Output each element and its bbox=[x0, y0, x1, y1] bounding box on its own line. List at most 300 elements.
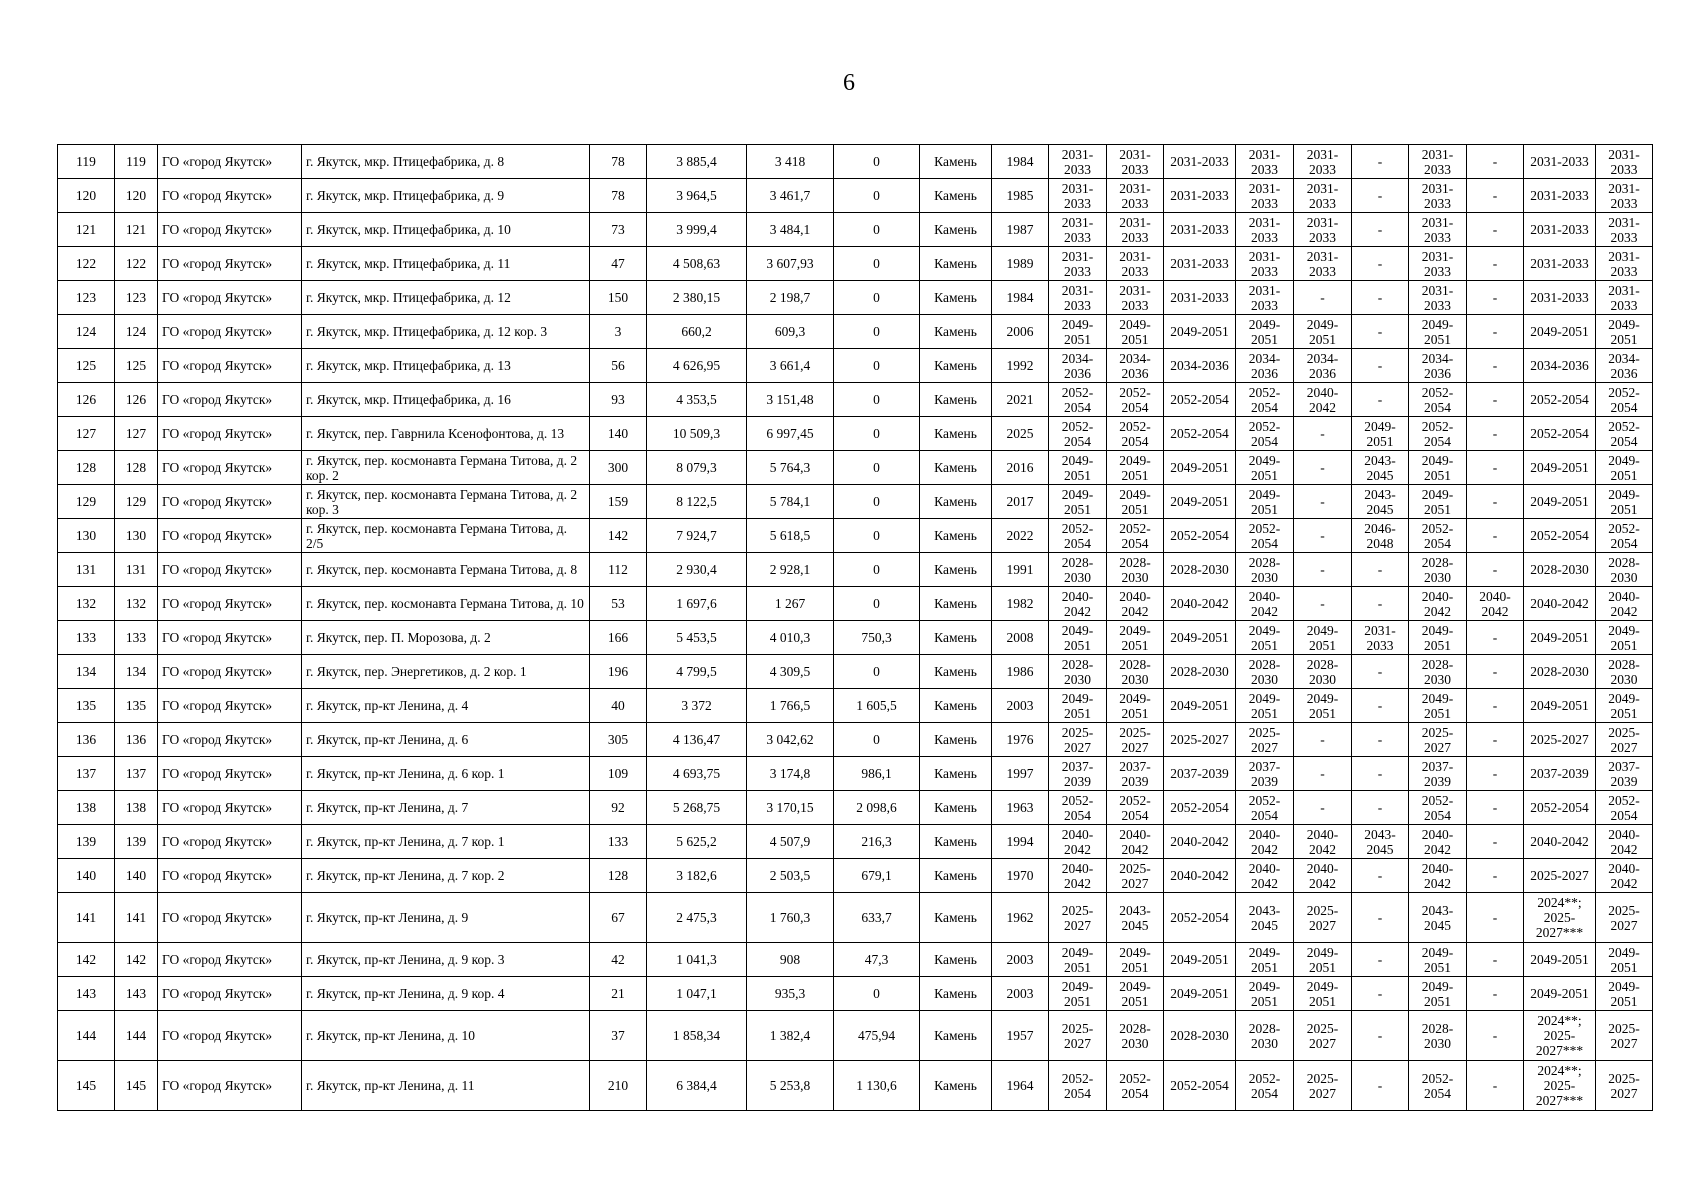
period-cell-6: 2031-2033 bbox=[1352, 621, 1409, 655]
nonresidential-area-cell: 750,3 bbox=[834, 621, 920, 655]
total-area-cell: 4 693,75 bbox=[647, 757, 747, 791]
period-cell-10: 2031-2033 bbox=[1596, 247, 1653, 281]
build-year-cell: 1970 bbox=[992, 859, 1049, 893]
nonresidential-area-cell: 0 bbox=[834, 485, 920, 519]
period-cell-1: 2049-2051 bbox=[1049, 977, 1107, 1011]
period-cell-4: 2049-2051 bbox=[1236, 621, 1294, 655]
row-number-cell: 140 bbox=[58, 859, 115, 893]
period-cell-9: 2025-2027 bbox=[1524, 859, 1596, 893]
address-cell: г. Якутск, пр-кт Ленина, д. 4 bbox=[302, 689, 590, 723]
total-area-cell: 5 453,5 bbox=[647, 621, 747, 655]
period-cell-4: 2028-2030 bbox=[1236, 655, 1294, 689]
item-number-cell: 143 bbox=[115, 977, 158, 1011]
address-cell: г. Якутск, пр-кт Ленина, д. 9 кор. 4 bbox=[302, 977, 590, 1011]
nonresidential-area-cell: 633,7 bbox=[834, 893, 920, 943]
wall-material-cell: Камень bbox=[920, 791, 992, 825]
period-cell-1: 2052-2054 bbox=[1049, 519, 1107, 553]
period-cell-8: - bbox=[1467, 689, 1524, 723]
municipality-cell: ГО «город Якутск» bbox=[158, 485, 302, 519]
nonresidential-area-cell: 0 bbox=[834, 145, 920, 179]
period-cell-6: - bbox=[1352, 689, 1409, 723]
row-number-cell: 139 bbox=[58, 825, 115, 859]
municipality-cell: ГО «город Якутск» bbox=[158, 689, 302, 723]
period-cell-8: - bbox=[1467, 1061, 1524, 1111]
item-number-cell: 122 bbox=[115, 247, 158, 281]
wall-material-cell: Камень bbox=[920, 315, 992, 349]
period-cell-10: 2025-2027 bbox=[1596, 893, 1653, 943]
period-cell-10: 2031-2033 bbox=[1596, 179, 1653, 213]
residents-cell: 21 bbox=[590, 977, 647, 1011]
period-cell-8: - bbox=[1467, 825, 1524, 859]
period-cell-2: 2031-2033 bbox=[1107, 247, 1164, 281]
period-cell-3: 2049-2051 bbox=[1164, 315, 1236, 349]
table-body bbox=[58, 145, 1653, 1111]
residential-area-cell: 3 151,48 bbox=[747, 383, 834, 417]
period-cell-10: 2049-2051 bbox=[1596, 451, 1653, 485]
period-cell-6: - bbox=[1352, 791, 1409, 825]
item-number-cell: 142 bbox=[115, 943, 158, 977]
municipality-cell: ГО «город Якутск» bbox=[158, 519, 302, 553]
period-cell-5: 2049-2051 bbox=[1294, 689, 1352, 723]
total-area-cell: 4 626,95 bbox=[647, 349, 747, 383]
item-number-cell: 134 bbox=[115, 655, 158, 689]
total-area-cell: 2 930,4 bbox=[647, 553, 747, 587]
municipality-cell: ГО «город Якутск» bbox=[158, 655, 302, 689]
wall-material-cell: Камень bbox=[920, 213, 992, 247]
period-cell-4: 2031-2033 bbox=[1236, 179, 1294, 213]
period-cell-1: 2031-2033 bbox=[1049, 179, 1107, 213]
period-cell-7: 2031-2033 bbox=[1409, 247, 1467, 281]
period-cell-4: 2025-2027 bbox=[1236, 723, 1294, 757]
period-cell-8: - bbox=[1467, 485, 1524, 519]
item-number-cell: 126 bbox=[115, 383, 158, 417]
period-cell-10: 2040-2042 bbox=[1596, 587, 1653, 621]
period-cell-3: 2052-2054 bbox=[1164, 519, 1236, 553]
municipality-cell: ГО «город Якутск» bbox=[158, 977, 302, 1011]
residential-area-cell: 3 174,8 bbox=[747, 757, 834, 791]
wall-material-cell: Камень bbox=[920, 281, 992, 315]
nonresidential-area-cell: 0 bbox=[834, 723, 920, 757]
address-cell: г. Якутск, пер. космонавта Германа Титова, д. 2 кор. 3 bbox=[302, 485, 590, 519]
address-cell: г. Якутск, пер. космонавта Германа Титова, д. 10 bbox=[302, 587, 590, 621]
row-number-cell: 123 bbox=[58, 281, 115, 315]
municipality-cell: ГО «город Якутск» bbox=[158, 349, 302, 383]
nonresidential-area-cell: 0 bbox=[834, 383, 920, 417]
address-cell: г. Якутск, пер. Энергетиков, д. 2 кор. 1 bbox=[302, 655, 590, 689]
build-year-cell: 1984 bbox=[992, 281, 1049, 315]
period-cell-10: 2028-2030 bbox=[1596, 553, 1653, 587]
period-cell-1: 2034-2036 bbox=[1049, 349, 1107, 383]
residents-cell: 159 bbox=[590, 485, 647, 519]
period-cell-8: - bbox=[1467, 893, 1524, 943]
period-cell-4: 2031-2033 bbox=[1236, 145, 1294, 179]
wall-material-cell: Камень bbox=[920, 587, 992, 621]
total-area-cell: 3 999,4 bbox=[647, 213, 747, 247]
period-cell-3: 2028-2030 bbox=[1164, 1011, 1236, 1061]
period-cell-2: 2028-2030 bbox=[1107, 1011, 1164, 1061]
period-cell-5: - bbox=[1294, 757, 1352, 791]
row-number-cell: 138 bbox=[58, 791, 115, 825]
address-cell: г. Якутск, пр-кт Ленина, д. 11 bbox=[302, 1061, 590, 1111]
residential-area-cell: 609,3 bbox=[747, 315, 834, 349]
municipality-cell: ГО «город Якутск» bbox=[158, 281, 302, 315]
table-row bbox=[58, 145, 1653, 179]
period-cell-8: - bbox=[1467, 383, 1524, 417]
municipality-cell: ГО «город Якутск» bbox=[158, 1011, 302, 1061]
period-cell-6: - bbox=[1352, 553, 1409, 587]
table-row bbox=[58, 825, 1653, 859]
nonresidential-area-cell: 0 bbox=[834, 179, 920, 213]
municipality-cell: ГО «город Якутск» bbox=[158, 859, 302, 893]
period-cell-4: 2052-2054 bbox=[1236, 417, 1294, 451]
residents-cell: 93 bbox=[590, 383, 647, 417]
build-year-cell: 1992 bbox=[992, 349, 1049, 383]
table-row bbox=[58, 977, 1653, 1011]
period-cell-3: 2040-2042 bbox=[1164, 587, 1236, 621]
period-cell-7: 2031-2033 bbox=[1409, 281, 1467, 315]
period-cell-4: 2052-2054 bbox=[1236, 791, 1294, 825]
period-cell-4: 2049-2051 bbox=[1236, 451, 1294, 485]
period-cell-1: 2052-2054 bbox=[1049, 791, 1107, 825]
address-cell: г. Якутск, пр-кт Ленина, д. 10 bbox=[302, 1011, 590, 1061]
item-number-cell: 138 bbox=[115, 791, 158, 825]
build-year-cell: 1976 bbox=[992, 723, 1049, 757]
period-cell-4: 2031-2033 bbox=[1236, 247, 1294, 281]
residents-cell: 305 bbox=[590, 723, 647, 757]
row-number-cell: 130 bbox=[58, 519, 115, 553]
nonresidential-area-cell: 0 bbox=[834, 977, 920, 1011]
table-row bbox=[58, 451, 1653, 485]
period-cell-4: 2031-2033 bbox=[1236, 213, 1294, 247]
total-area-cell: 4 353,5 bbox=[647, 383, 747, 417]
period-cell-10: 2049-2051 bbox=[1596, 943, 1653, 977]
residential-area-cell: 908 bbox=[747, 943, 834, 977]
residential-area-cell: 5 618,5 bbox=[747, 519, 834, 553]
period-cell-6: - bbox=[1352, 349, 1409, 383]
period-cell-6: - bbox=[1352, 587, 1409, 621]
period-cell-2: 2049-2051 bbox=[1107, 689, 1164, 723]
period-cell-9: 2052-2054 bbox=[1524, 383, 1596, 417]
item-number-cell: 144 bbox=[115, 1011, 158, 1061]
residential-area-cell: 5 764,3 bbox=[747, 451, 834, 485]
period-cell-3: 2052-2054 bbox=[1164, 383, 1236, 417]
period-cell-7: 2031-2033 bbox=[1409, 213, 1467, 247]
period-cell-8: - bbox=[1467, 281, 1524, 315]
row-number-cell: 141 bbox=[58, 893, 115, 943]
period-cell-9: 2024**; 2025-2027*** bbox=[1524, 1011, 1596, 1061]
period-cell-2: 2040-2042 bbox=[1107, 587, 1164, 621]
build-year-cell: 2003 bbox=[992, 689, 1049, 723]
period-cell-2: 2052-2054 bbox=[1107, 791, 1164, 825]
period-cell-7: 2028-2030 bbox=[1409, 553, 1467, 587]
period-cell-2: 2049-2051 bbox=[1107, 315, 1164, 349]
period-cell-9: 2049-2051 bbox=[1524, 485, 1596, 519]
residential-area-cell: 935,3 bbox=[747, 977, 834, 1011]
period-cell-10: 2025-2027 bbox=[1596, 1061, 1653, 1111]
row-number-cell: 124 bbox=[58, 315, 115, 349]
build-year-cell: 1997 bbox=[992, 757, 1049, 791]
period-cell-6: - bbox=[1352, 893, 1409, 943]
period-cell-9: 2049-2051 bbox=[1524, 977, 1596, 1011]
period-cell-10: 2025-2027 bbox=[1596, 1011, 1653, 1061]
total-area-cell: 1 858,34 bbox=[647, 1011, 747, 1061]
period-cell-1: 2052-2054 bbox=[1049, 1061, 1107, 1111]
period-cell-5: 2025-2027 bbox=[1294, 1011, 1352, 1061]
period-cell-6: 2043-2045 bbox=[1352, 825, 1409, 859]
period-cell-8: - bbox=[1467, 791, 1524, 825]
address-cell: г. Якутск, мкр. Птицефабрика, д. 12 bbox=[302, 281, 590, 315]
wall-material-cell: Камень bbox=[920, 757, 992, 791]
period-cell-6: - bbox=[1352, 179, 1409, 213]
period-cell-8: - bbox=[1467, 213, 1524, 247]
table-row bbox=[58, 417, 1653, 451]
period-cell-6: - bbox=[1352, 977, 1409, 1011]
period-cell-2: 2031-2033 bbox=[1107, 145, 1164, 179]
period-cell-7: 2034-2036 bbox=[1409, 349, 1467, 383]
period-cell-10: 2040-2042 bbox=[1596, 825, 1653, 859]
row-number-cell: 132 bbox=[58, 587, 115, 621]
municipality-cell: ГО «город Якутск» bbox=[158, 621, 302, 655]
wall-material-cell: Камень bbox=[920, 553, 992, 587]
period-cell-8: - bbox=[1467, 757, 1524, 791]
period-cell-1: 2031-2033 bbox=[1049, 247, 1107, 281]
build-year-cell: 1984 bbox=[992, 145, 1049, 179]
period-cell-7: 2052-2054 bbox=[1409, 383, 1467, 417]
period-cell-4: 2028-2030 bbox=[1236, 553, 1294, 587]
residential-area-cell: 3 042,62 bbox=[747, 723, 834, 757]
municipality-cell: ГО «город Якутск» bbox=[158, 943, 302, 977]
period-cell-10: 2049-2051 bbox=[1596, 689, 1653, 723]
nonresidential-area-cell: 0 bbox=[834, 587, 920, 621]
municipality-cell: ГО «город Якутск» bbox=[158, 825, 302, 859]
residents-cell: 196 bbox=[590, 655, 647, 689]
period-cell-10: 2034-2036 bbox=[1596, 349, 1653, 383]
row-number-cell: 134 bbox=[58, 655, 115, 689]
period-cell-5: 2049-2051 bbox=[1294, 621, 1352, 655]
period-cell-7: 2040-2042 bbox=[1409, 859, 1467, 893]
municipality-cell: ГО «город Якутск» bbox=[158, 247, 302, 281]
period-cell-6: - bbox=[1352, 145, 1409, 179]
build-year-cell: 2003 bbox=[992, 943, 1049, 977]
address-cell: г. Якутск, пер. космонавта Германа Титова, д. 2 кор. 2 bbox=[302, 451, 590, 485]
wall-material-cell: Камень bbox=[920, 383, 992, 417]
residential-area-cell: 5 784,1 bbox=[747, 485, 834, 519]
period-cell-3: 2025-2027 bbox=[1164, 723, 1236, 757]
period-cell-8: - bbox=[1467, 1011, 1524, 1061]
period-cell-9: 2024**; 2025-2027*** bbox=[1524, 1061, 1596, 1111]
total-area-cell: 4 508,63 bbox=[647, 247, 747, 281]
period-cell-1: 2028-2030 bbox=[1049, 655, 1107, 689]
item-number-cell: 119 bbox=[115, 145, 158, 179]
period-cell-6: - bbox=[1352, 1061, 1409, 1111]
period-cell-4: 2049-2051 bbox=[1236, 977, 1294, 1011]
period-cell-1: 2049-2051 bbox=[1049, 689, 1107, 723]
residential-area-cell: 4 507,9 bbox=[747, 825, 834, 859]
build-year-cell: 1991 bbox=[992, 553, 1049, 587]
period-cell-2: 2025-2027 bbox=[1107, 859, 1164, 893]
row-number-cell: 145 bbox=[58, 1061, 115, 1111]
municipality-cell: ГО «город Якутск» bbox=[158, 145, 302, 179]
period-cell-2: 2025-2027 bbox=[1107, 723, 1164, 757]
address-cell: г. Якутск, мкр. Птицефабрика, д. 12 кор. 3 bbox=[302, 315, 590, 349]
period-cell-5: - bbox=[1294, 723, 1352, 757]
period-cell-2: 2052-2054 bbox=[1107, 383, 1164, 417]
period-cell-9: 2028-2030 bbox=[1524, 655, 1596, 689]
period-cell-10: 2031-2033 bbox=[1596, 213, 1653, 247]
total-area-cell: 7 924,7 bbox=[647, 519, 747, 553]
period-cell-9: 2049-2051 bbox=[1524, 943, 1596, 977]
wall-material-cell: Камень bbox=[920, 145, 992, 179]
total-area-cell: 3 964,5 bbox=[647, 179, 747, 213]
period-cell-6: - bbox=[1352, 213, 1409, 247]
period-cell-7: 2028-2030 bbox=[1409, 1011, 1467, 1061]
wall-material-cell: Камень bbox=[920, 723, 992, 757]
period-cell-6: - bbox=[1352, 1011, 1409, 1061]
municipality-cell: ГО «город Якутск» bbox=[158, 179, 302, 213]
residents-cell: 142 bbox=[590, 519, 647, 553]
row-number-cell: 135 bbox=[58, 689, 115, 723]
period-cell-7: 2028-2030 bbox=[1409, 655, 1467, 689]
residents-cell: 109 bbox=[590, 757, 647, 791]
period-cell-1: 2049-2051 bbox=[1049, 485, 1107, 519]
period-cell-5: 2025-2027 bbox=[1294, 893, 1352, 943]
period-cell-9: 2049-2051 bbox=[1524, 315, 1596, 349]
period-cell-3: 2052-2054 bbox=[1164, 417, 1236, 451]
nonresidential-area-cell: 679,1 bbox=[834, 859, 920, 893]
period-cell-5: - bbox=[1294, 587, 1352, 621]
table-row bbox=[58, 791, 1653, 825]
municipality-cell: ГО «город Якутск» bbox=[158, 417, 302, 451]
period-cell-5: - bbox=[1294, 553, 1352, 587]
municipality-cell: ГО «город Якутск» bbox=[158, 451, 302, 485]
residential-area-cell: 3 170,15 bbox=[747, 791, 834, 825]
period-cell-3: 2034-2036 bbox=[1164, 349, 1236, 383]
period-cell-9: 2031-2033 bbox=[1524, 145, 1596, 179]
build-year-cell: 2017 bbox=[992, 485, 1049, 519]
period-cell-4: 2049-2051 bbox=[1236, 315, 1294, 349]
period-cell-5: 2034-2036 bbox=[1294, 349, 1352, 383]
period-cell-5: - bbox=[1294, 791, 1352, 825]
period-cell-6: - bbox=[1352, 315, 1409, 349]
wall-material-cell: Камень bbox=[920, 893, 992, 943]
period-cell-8: - bbox=[1467, 655, 1524, 689]
row-number-cell: 142 bbox=[58, 943, 115, 977]
period-cell-1: 2052-2054 bbox=[1049, 417, 1107, 451]
row-number-cell: 129 bbox=[58, 485, 115, 519]
nonresidential-area-cell: 47,3 bbox=[834, 943, 920, 977]
build-year-cell: 2025 bbox=[992, 417, 1049, 451]
address-cell: г. Якутск, пер. П. Морозова, д. 2 bbox=[302, 621, 590, 655]
wall-material-cell: Камень bbox=[920, 859, 992, 893]
period-cell-5: 2028-2030 bbox=[1294, 655, 1352, 689]
period-cell-3: 2031-2033 bbox=[1164, 145, 1236, 179]
residents-cell: 112 bbox=[590, 553, 647, 587]
period-cell-5: 2049-2051 bbox=[1294, 943, 1352, 977]
row-number-cell: 144 bbox=[58, 1011, 115, 1061]
period-cell-8: - bbox=[1467, 977, 1524, 1011]
period-cell-1: 2025-2027 bbox=[1049, 893, 1107, 943]
row-number-cell: 125 bbox=[58, 349, 115, 383]
build-year-cell: 1989 bbox=[992, 247, 1049, 281]
period-cell-2: 2049-2051 bbox=[1107, 977, 1164, 1011]
address-cell: г. Якутск, пер. космонавта Германа Титова, д. 8 bbox=[302, 553, 590, 587]
table-row bbox=[58, 943, 1653, 977]
period-cell-3: 2049-2051 bbox=[1164, 943, 1236, 977]
build-year-cell: 2006 bbox=[992, 315, 1049, 349]
period-cell-6: 2043-2045 bbox=[1352, 485, 1409, 519]
period-cell-5: 2040-2042 bbox=[1294, 383, 1352, 417]
period-cell-2: 2034-2036 bbox=[1107, 349, 1164, 383]
period-cell-5: - bbox=[1294, 417, 1352, 451]
period-cell-3: 2031-2033 bbox=[1164, 213, 1236, 247]
period-cell-9: 2025-2027 bbox=[1524, 723, 1596, 757]
residential-area-cell: 1 760,3 bbox=[747, 893, 834, 943]
period-cell-9: 2049-2051 bbox=[1524, 451, 1596, 485]
residents-cell: 300 bbox=[590, 451, 647, 485]
period-cell-5: 2049-2051 bbox=[1294, 315, 1352, 349]
wall-material-cell: Камень bbox=[920, 655, 992, 689]
total-area-cell: 8 079,3 bbox=[647, 451, 747, 485]
period-cell-9: 2031-2033 bbox=[1524, 179, 1596, 213]
total-area-cell: 4 799,5 bbox=[647, 655, 747, 689]
build-year-cell: 1963 bbox=[992, 791, 1049, 825]
wall-material-cell: Камень bbox=[920, 689, 992, 723]
period-cell-10: 2031-2033 bbox=[1596, 145, 1653, 179]
build-year-cell: 1982 bbox=[992, 587, 1049, 621]
period-cell-7: 2052-2054 bbox=[1409, 1061, 1467, 1111]
period-cell-5: 2031-2033 bbox=[1294, 145, 1352, 179]
municipality-cell: ГО «город Якутск» bbox=[158, 553, 302, 587]
period-cell-1: 2040-2042 bbox=[1049, 859, 1107, 893]
address-cell: г. Якутск, пер. Гаврнила Ксенофонтова, д. 13 bbox=[302, 417, 590, 451]
period-cell-3: 2049-2051 bbox=[1164, 689, 1236, 723]
period-cell-8: - bbox=[1467, 349, 1524, 383]
period-cell-8: 2040-2042 bbox=[1467, 587, 1524, 621]
period-cell-3: 2049-2051 bbox=[1164, 451, 1236, 485]
nonresidential-area-cell: 1 605,5 bbox=[834, 689, 920, 723]
period-cell-5: 2025-2027 bbox=[1294, 1061, 1352, 1111]
residential-area-cell: 6 997,45 bbox=[747, 417, 834, 451]
period-cell-4: 2034-2036 bbox=[1236, 349, 1294, 383]
table-row bbox=[58, 315, 1653, 349]
residential-area-cell: 3 418 bbox=[747, 145, 834, 179]
nonresidential-area-cell: 216,3 bbox=[834, 825, 920, 859]
period-cell-7: 2037-2039 bbox=[1409, 757, 1467, 791]
period-cell-4: 2040-2042 bbox=[1236, 859, 1294, 893]
period-cell-1: 2031-2033 bbox=[1049, 213, 1107, 247]
residents-cell: 92 bbox=[590, 791, 647, 825]
period-cell-4: 2040-2042 bbox=[1236, 825, 1294, 859]
wall-material-cell: Камень bbox=[920, 451, 992, 485]
period-cell-1: 2049-2051 bbox=[1049, 621, 1107, 655]
period-cell-10: 2052-2054 bbox=[1596, 417, 1653, 451]
row-number-cell: 120 bbox=[58, 179, 115, 213]
period-cell-4: 2049-2051 bbox=[1236, 943, 1294, 977]
period-cell-8: - bbox=[1467, 145, 1524, 179]
period-cell-7: 2049-2051 bbox=[1409, 451, 1467, 485]
period-cell-8: - bbox=[1467, 179, 1524, 213]
period-cell-8: - bbox=[1467, 247, 1524, 281]
residential-area-cell: 1 766,5 bbox=[747, 689, 834, 723]
period-cell-2: 2052-2054 bbox=[1107, 417, 1164, 451]
residential-area-cell: 3 484,1 bbox=[747, 213, 834, 247]
total-area-cell: 3 885,4 bbox=[647, 145, 747, 179]
address-cell: г. Якутск, мкр. Птицефабрика, д. 16 bbox=[302, 383, 590, 417]
nonresidential-area-cell: 986,1 bbox=[834, 757, 920, 791]
total-area-cell: 8 122,5 bbox=[647, 485, 747, 519]
period-cell-6: 2043-2045 bbox=[1352, 451, 1409, 485]
table-row bbox=[58, 689, 1653, 723]
